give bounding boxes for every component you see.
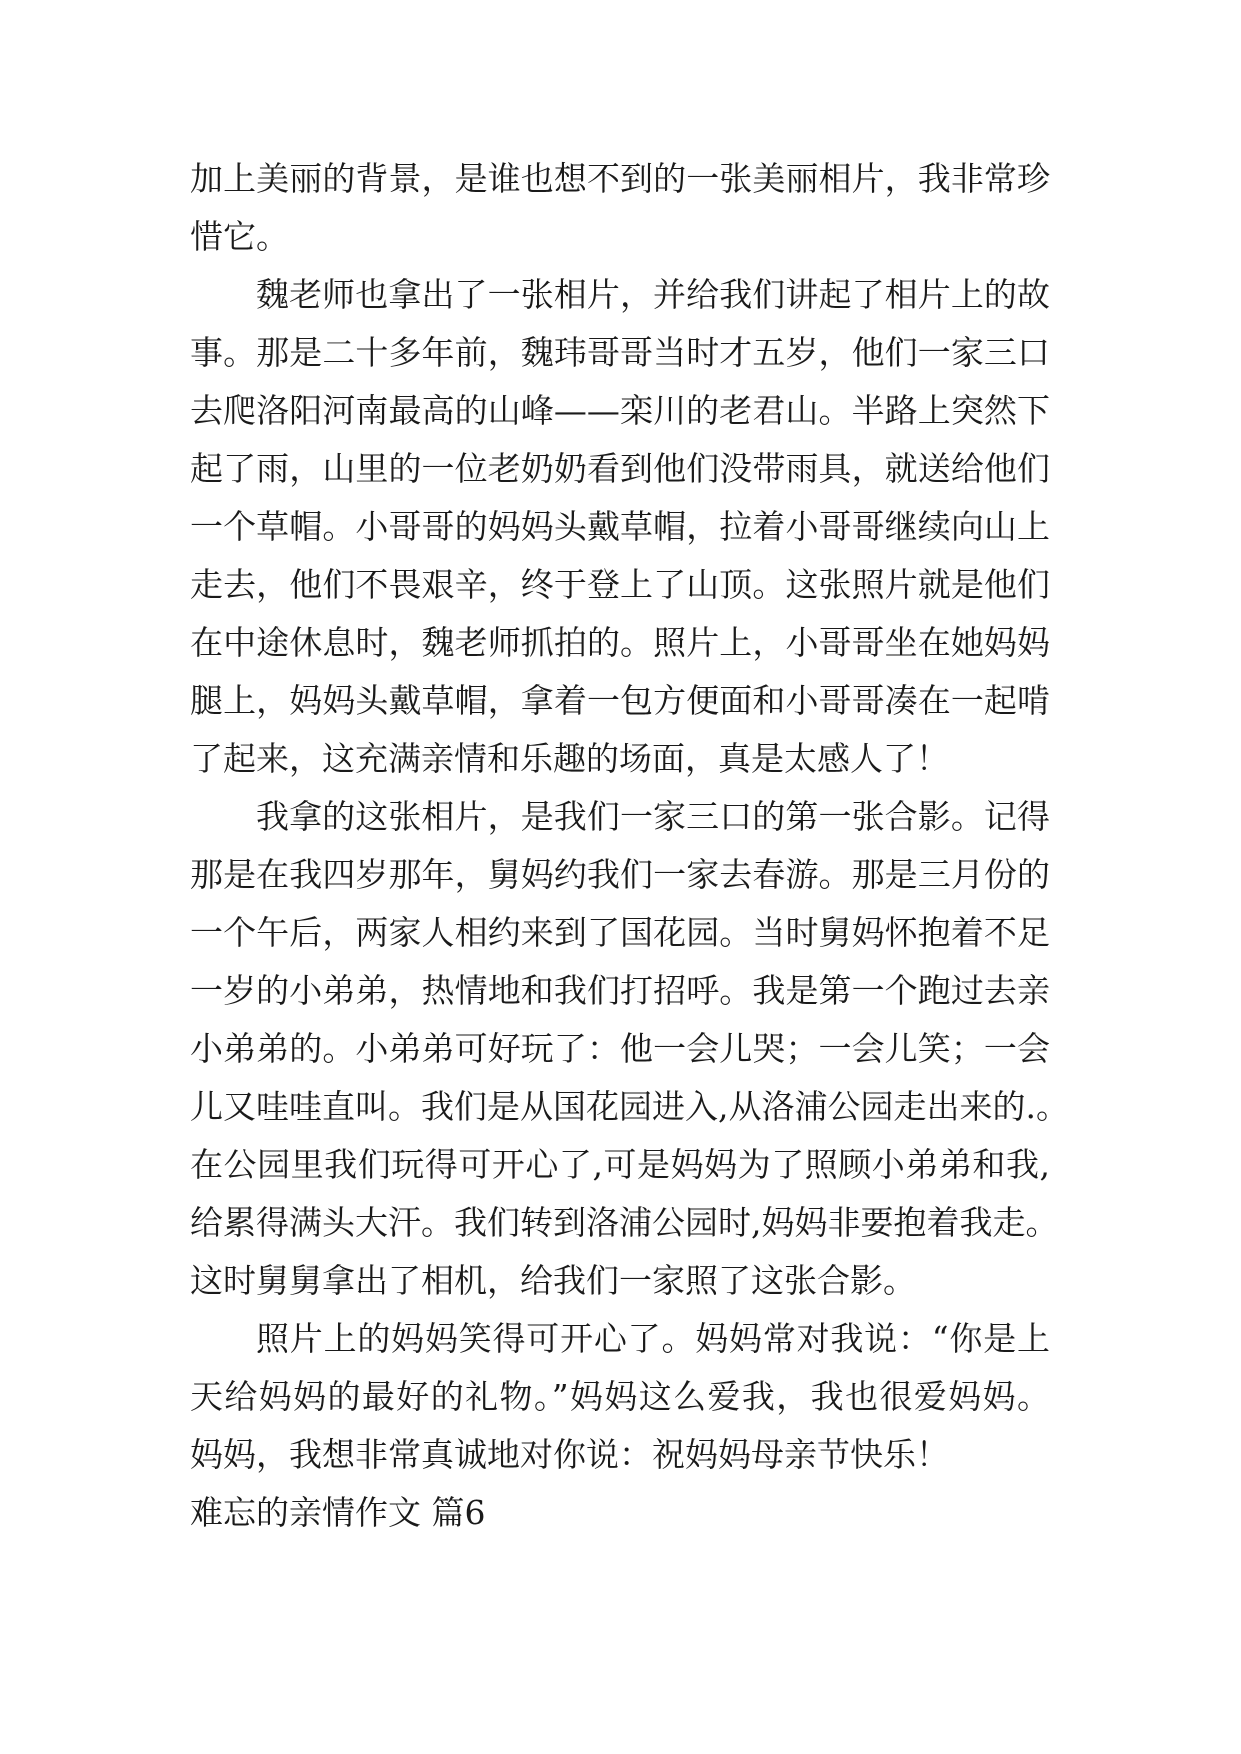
text-line: 那是在我四岁那年，舅妈约我们一家去春游。那是三月份的 — [190, 855, 1050, 894]
text-line: 一个午后，两家人相约来到了国花园。当时舅妈怀抱着不足 — [190, 913, 1050, 952]
text-line: 小弟弟的。小弟弟可好玩了：他一会儿哭；一会儿笑；一会 — [190, 1029, 1050, 1068]
text-line: 妈妈，我想非常真诚地对你说：祝妈妈母亲节快乐！ — [190, 1435, 949, 1474]
text-line: 事。那是二十多年前，魏玮哥哥当时才五岁，他们一家三口 — [190, 333, 1050, 372]
text-line: 一岁的小弟弟，热情地和我们打招呼。我是第一个跑过去亲 — [190, 971, 1050, 1010]
text-line: 照片上的妈妈笑得可开心了。妈妈常对我说：“你是上 — [256, 1319, 1050, 1358]
paragraph — [190, 1310, 1050, 1484]
text-line: 了起来，这充满亲情和乐趣的场面，真是太感人了！ — [190, 739, 949, 778]
text-line: 腿上，妈妈头戴草帽，拿着一包方便面和小哥哥凑在一起啃 — [190, 681, 1050, 720]
text-line: 我拿的这张相片，是我们一家三口的第一张合影。记得 — [256, 797, 1050, 836]
text-line: 加上美丽的背景，是谁也想不到的一张美丽相片，我非常珍 — [190, 159, 1050, 198]
text-line: 一个草帽。小哥哥的妈妈头戴草帽，拉着小哥哥继续向山上 — [190, 507, 1050, 546]
paragraph — [190, 150, 1050, 266]
text-line: 起了雨，山里的一位老奶奶看到他们没带雨具，就送给他们 — [190, 449, 1050, 488]
text-line: 给累得满头大汗。我们转到洛浦公园时,妈妈非要抱着我走。 — [190, 1203, 1059, 1242]
text-line: 天给妈妈的最好的礼物。”妈妈这么爱我，我也很爱妈妈。 — [190, 1377, 1050, 1416]
text-line: 惜它。 — [190, 217, 289, 256]
section-heading: 难忘的亲情作文 篇6 — [190, 1493, 486, 1532]
paragraph — [190, 266, 1050, 788]
paragraph — [190, 788, 1069, 1310]
text-line: 儿又哇哇直叫。我们是从国花园进入,从洛浦公园走出来的.。 — [190, 1087, 1069, 1126]
text-line: 在公园里我们玩得可开心了,可是妈妈为了照顾小弟弟和我, — [190, 1145, 1050, 1184]
text-line: 在中途休息时，魏老师抓拍的。照片上，小哥哥坐在她妈妈 — [190, 623, 1050, 662]
text-line: 这时舅舅拿出了相机，给我们一家照了这张合影。 — [190, 1261, 916, 1300]
text-line: 走去，他们不畏艰辛，终于登上了山顶。这张照片就是他们 — [190, 565, 1050, 604]
text-line: 去爬洛阳河南最高的山峰——栾川的老君山。半路上突然下 — [190, 391, 1050, 430]
text-line: 魏老师也拿出了一张相片，并给我们讲起了相片上的故 — [256, 275, 1050, 314]
document-body — [190, 150, 1069, 1542]
